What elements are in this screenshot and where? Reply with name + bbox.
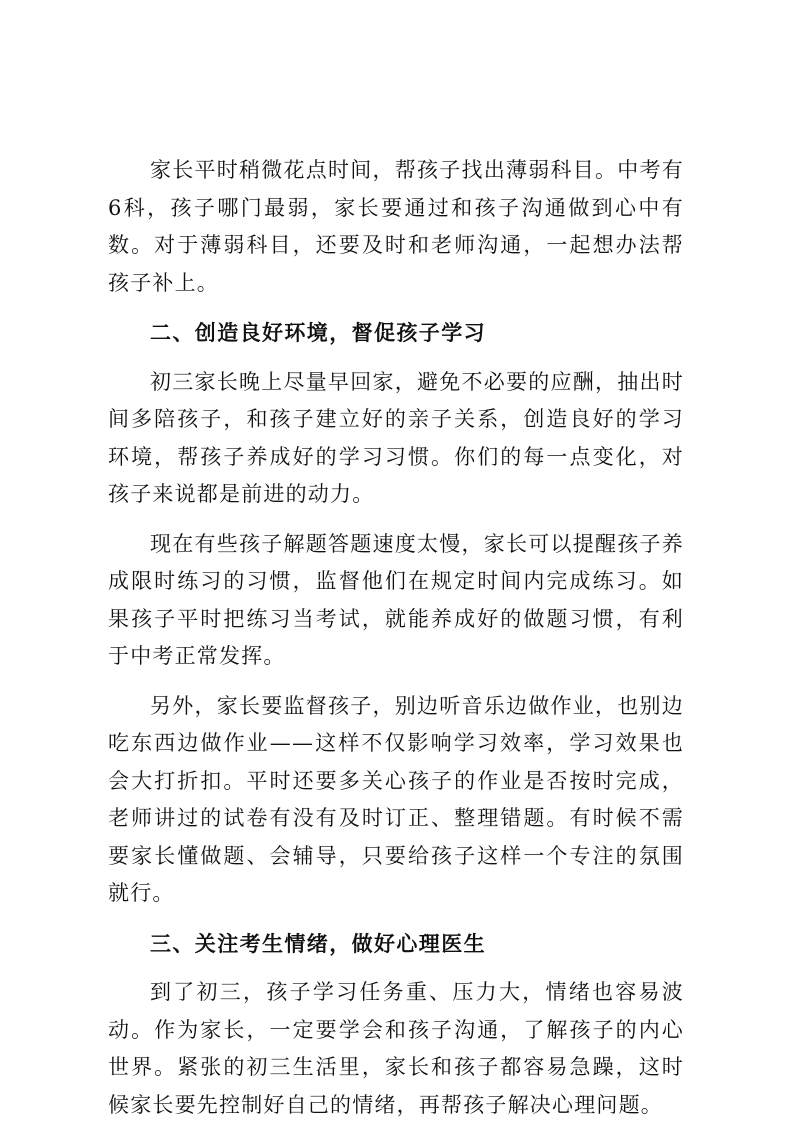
paragraph-emotions: 到了初三，孩子学习任务重、压力大，情绪也容易波动。作为家长，一定要学会和孩子沟通，了解孩子的内心世界。紧张的初三生活里，家长和孩子都容易急躁，这时候家长要先控制好自己的情绪，再帮孩子解决心理问题。 <box>108 980 684 1117</box>
heading-section-two: 二、创造良好环境，督促孩子学习 <box>150 320 486 345</box>
paragraph-supervise-homework: 另外，家长要监督孩子，别边听音乐边做作业，也别边吃东西边做作业——这样不仅影响学习效率，学习效果也会大打折扣。平时还要多关心孩子的作业是否按时完成，老师讲过的试卷有没有及时订正、整理错题。有时候不需要家长懂做题、会辅导，只要给孩子这样一个专注的氛围就行。 <box>108 693 684 905</box>
paragraph-weak-subjects: 家长平时稍微花点时间，帮孩子找出薄弱科目。中考有6科，孩子哪门最弱，家长要通过和孩子沟通做到心中有数。对于薄弱科目，还要及时和老师沟通，一起想办法帮孩子补上。 <box>108 158 684 295</box>
document-page <box>108 152 684 1124</box>
heading-section-three: 三、关注考生情绪，做好心理医生 <box>150 930 486 956</box>
paragraph-home-early: 初三家长晚上尽量早回家，避免不必要的应酬，抽出时间多陪孩子，和孩子建立好的亲子关系，创造良好的学习环境，帮孩子养成好的学习习惯。你们的每一点变化，对孩子来说都是前进的动力。 <box>108 369 684 506</box>
paragraph-timed-practice: 现在有些孩子解题答题速度太慢，家长可以提醒孩子养成限时练习的习惯，监督他们在规定时间内完成练习。如果孩子平时把练习当考试，就能养成好的做题习惯，有利于中考正常发挥。 <box>108 531 684 668</box>
